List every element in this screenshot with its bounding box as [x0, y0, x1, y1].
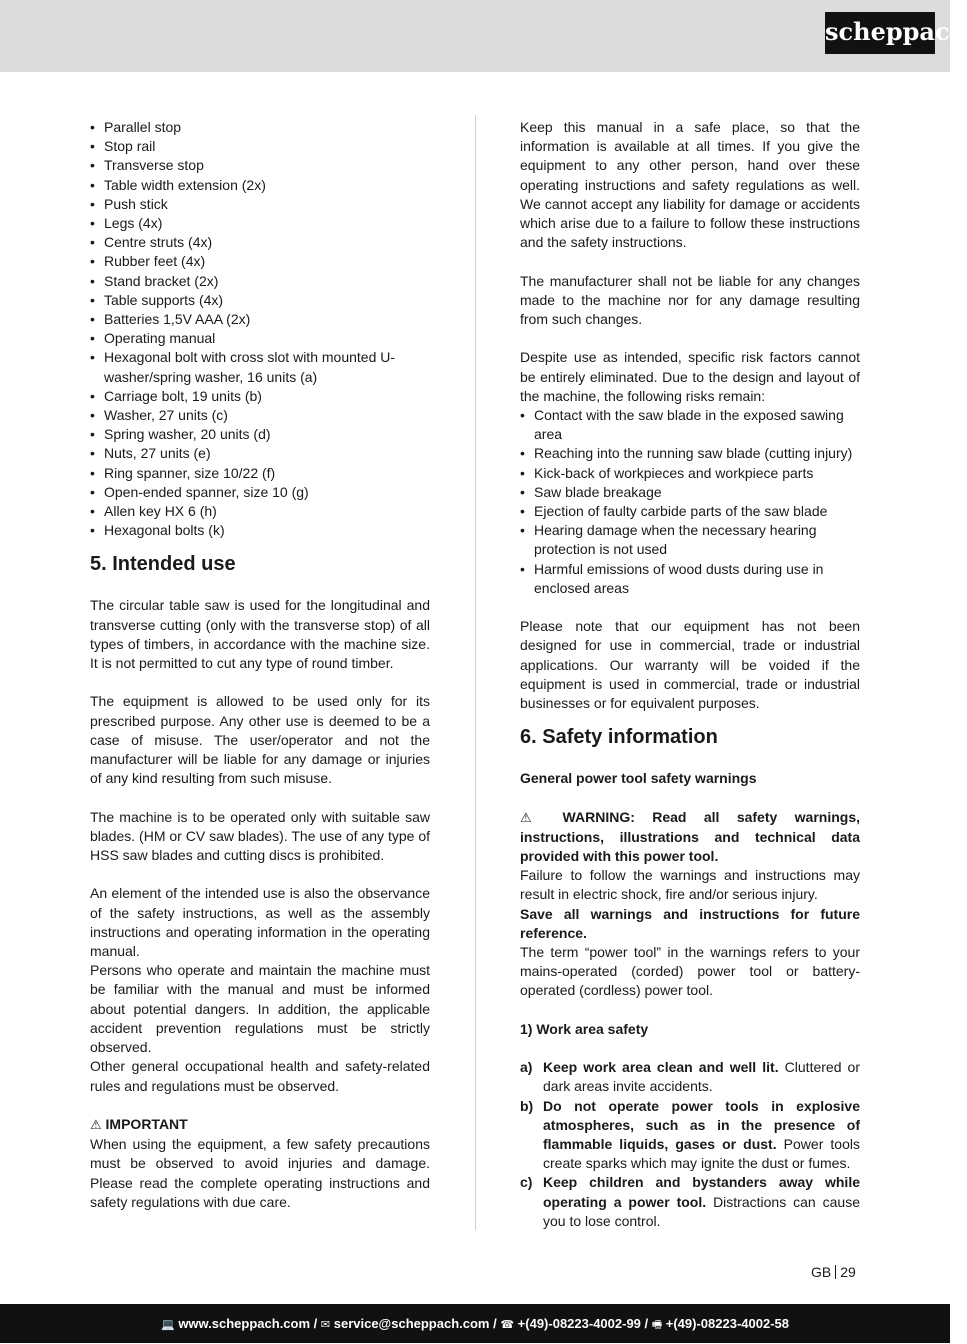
computer-icon: 💻	[160, 1318, 175, 1331]
parts-list-item: • Allen key HX 6 (h)	[90, 502, 430, 521]
intended-use-paragraph-3: The machine is to be operated only with suitable saw blades. (HM or CV saw blades). The use of any type of HSS saw blades and cutting discs is prohibited.	[90, 808, 430, 864]
risk-list-item: • Kick-back of workpieces and workpiece parts	[520, 464, 860, 483]
work-area-item-c: c) Keep children and bystanders away while operating a power tool. Distractions can cause you to lose control.	[520, 1174, 860, 1229]
work-area-heading: 1) Work area safety	[520, 1020, 649, 1037]
page-number-value: 29	[840, 1264, 856, 1280]
parts-list-item: • Batteries 1,5V AAA (2x)	[90, 310, 430, 329]
warning-triangle-icon: ⚠	[520, 810, 546, 826]
scheppach-logo: scheppach	[825, 12, 935, 54]
residual-risks-list	[520, 406, 860, 598]
parts-list-item: • Hexagonal bolt with cross slot with mounted U-washer/spring washer, 16 units (a)	[90, 348, 430, 386]
intended-use-paragraph-5: Persons who operate and maintain the machine must be familiar with the manual and must be informed about potential dangers. In addition, the applicable accident prevention regulations must be strictly observed.	[90, 962, 430, 1056]
general-warnings-heading: General power tool safety warnings	[520, 770, 757, 787]
parts-list	[90, 118, 430, 540]
column-divider	[475, 115, 476, 1230]
intended-use-paragraph-1: The circular table saw is used for the longitudinal and transverse cutting (only with the transverse stop) of all types of timbers, in accordance with the machine size. It is not permitted to cut any type of round timber.	[90, 597, 430, 672]
risk-list-item: • Contact with the saw blade in the exposed sawing area	[520, 406, 860, 444]
warning-bold-text: WARNING: Read all safety warnings, instructions, illustrations and technical data provided with this power tool.	[520, 808, 861, 865]
risk-list-item: • Reaching into the running saw blade (cutting injury)	[520, 444, 860, 463]
footer-phone: +(49)-08223-4002-99 /	[517, 1316, 649, 1331]
risk-list-item: • Hearing damage when the necessary hearing protection is not used	[520, 521, 860, 559]
footer-email[interactable]: service@scheppach.com /	[333, 1316, 497, 1331]
intended-use-paragraph-4: An element of the intended use is also the observance of the safety instructions, as well as the assembly instructions and operating information in the operating manual.	[90, 885, 430, 960]
right-column	[520, 118, 860, 1231]
left-column	[90, 118, 430, 1212]
parts-list-item: • Table width extension (2x)	[90, 176, 430, 195]
footer-fax: +(49)-08223-4002-58	[665, 1316, 789, 1331]
parts-list-item: • Carriage bolt, 19 units (b)	[90, 387, 430, 406]
parts-list-item: • Parallel stop	[90, 118, 430, 137]
page-language: GB	[811, 1264, 832, 1280]
save-warnings-text: Save all warnings and instructions for future reference.	[520, 905, 860, 941]
risk-list-item: • Harmful emissions of wood dusts during use in enclosed areas	[520, 560, 860, 598]
parts-list-item: • Stand bracket (2x)	[90, 272, 430, 291]
warning-paragraph	[520, 808, 860, 867]
warranty-paragraph: Please note that our equipment has not been designed for use in commercial, trade or industrial applications. Our warranty will be voided if the equipment is used in commercial, trade or industrial businesses or for equivalent purposes.	[520, 618, 860, 712]
parts-list-item: • Stop rail	[90, 137, 430, 156]
warning-consequence-text: Failure to follow the warnings and instructions may result in electric shock, fire and/or serious injury.	[520, 867, 860, 903]
parts-list-item: • Push stick	[90, 195, 430, 214]
manufacturer-liability-paragraph: The manufacturer shall not be liable for any changes made to the machine nor for any damage resulting from such changes.	[520, 272, 860, 328]
footer-website[interactable]: www.scheppach.com /	[178, 1316, 318, 1331]
parts-list-item: • Washer, 27 units (c)	[90, 406, 430, 425]
work-area-list	[520, 1058, 860, 1231]
parts-list-item: • Nuts, 27 units (e)	[90, 444, 430, 463]
parts-list-item: • Legs (4x)	[90, 214, 430, 233]
parts-list-item: • Spring washer, 20 units (d)	[90, 425, 430, 444]
parts-list-item: • Transverse stop	[90, 156, 430, 175]
warning-triangle-icon: ⚠	[90, 1117, 102, 1133]
intended-use-paragraph-6: Other general occupational health and safety-related rules and regulations must be observed.	[90, 1058, 430, 1094]
parts-list-item: • Centre struts (4x)	[90, 233, 430, 252]
residual-risks-intro: Despite use as intended, specific risk factors cannot be entirely eliminated. Due to the design and layout of the machine, the following risks remain:	[520, 349, 860, 404]
parts-list-item: • Hexagonal bolts (k)	[90, 521, 430, 540]
work-area-item-b: b) Do not operate power tools in explosive atmospheres, such as in the presence of flammable liquids, gases or dust. Power tools create sparks which may ignite the dust or fumes.	[520, 1097, 860, 1172]
work-area-item-a: a) Keep work area clean and well lit. Cluttered or dark areas invite accidents.	[520, 1059, 860, 1095]
risk-list-item: • Saw blade breakage	[520, 483, 860, 502]
page-header	[0, 0, 967, 72]
manual-keep-paragraph: Keep this manual in a safe place, so that the information is available at all times. If you give the equipment to any other person, hand over these operating instructions and safety regulations as well. We cannot accept any liability for damage or accidents which arise due to a failure to follow these instructions and the safety instructions.	[520, 119, 860, 251]
parts-list-item: • Rubber feet (4x)	[90, 252, 430, 271]
parts-list-item: • Ring spanner, size 10/22 (f)	[90, 464, 430, 483]
parts-list-item: • Operating manual	[90, 329, 430, 348]
important-paragraph: When using the equipment, a few safety precautions must be observed to avoid injuries and damage. Please read the complete operating instructions and safety regulations with due care.	[90, 1136, 430, 1210]
power-tool-term-text: The term “power tool” in the warnings refers to your mains-operated (corded) power tool or battery-operated (cordless) power tool.	[520, 944, 860, 999]
fax-icon: 🖷	[651, 1318, 663, 1331]
page-footer	[0, 1304, 950, 1343]
important-heading	[90, 1115, 430, 1135]
parts-list-item: • Open-ended spanner, size 10 (g)	[90, 483, 430, 502]
envelope-icon: ✉	[320, 1318, 331, 1331]
intended-use-paragraph-2: The equipment is allowed to be used only for its prescribed purpose. Any other use is deemed to be a case of misuse. The user/operator and not the manufacturer will be liable for any damage or injuries of any kind resulting from such misuse.	[90, 693, 430, 787]
section-6-title: 6. Safety information	[520, 726, 718, 749]
parts-list-item: • Table supports (4x)	[90, 291, 430, 310]
section-5-title: 5. Intended use	[90, 553, 236, 576]
risk-list-item: • Ejection of faulty carbide parts of the saw blade	[520, 502, 860, 521]
important-label: IMPORTANT	[105, 1115, 188, 1132]
phone-icon: ☎	[500, 1318, 515, 1331]
page-number	[811, 1264, 856, 1280]
